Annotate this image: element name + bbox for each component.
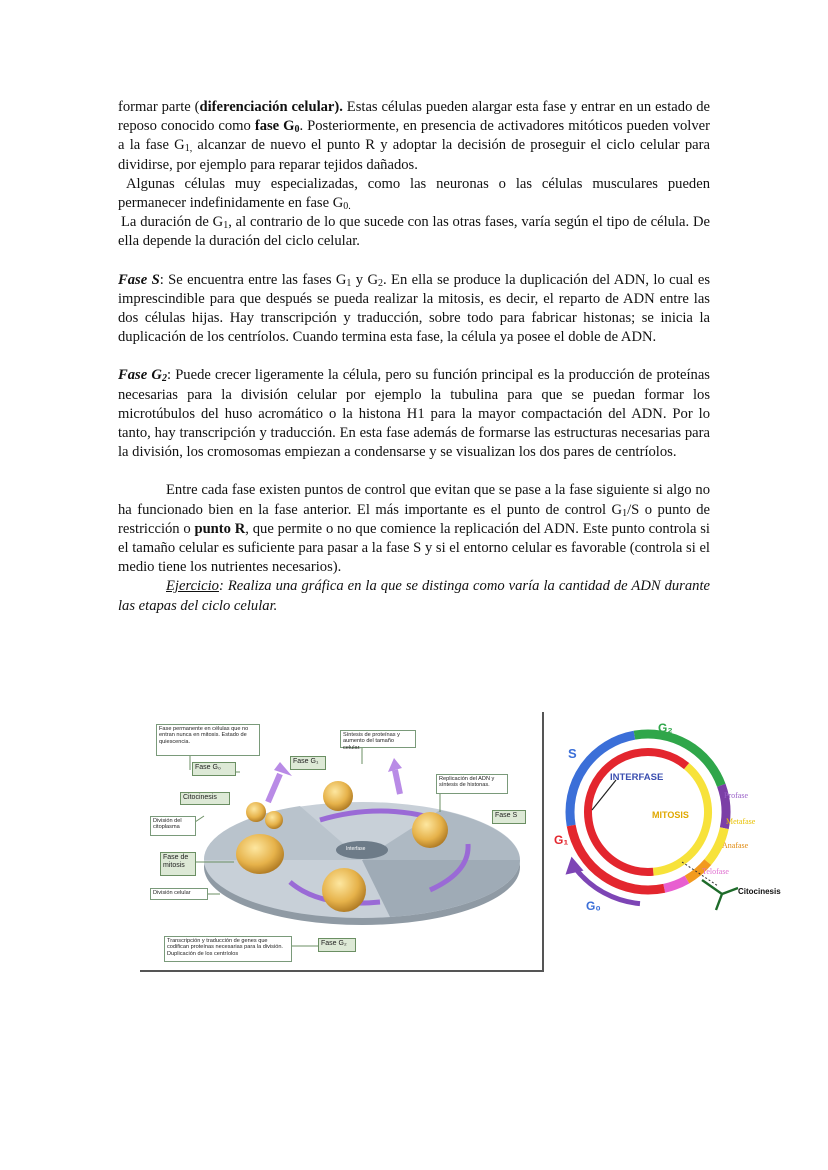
ring-telofase-segment: [664, 880, 687, 889]
label-g0: G₀: [586, 899, 601, 913]
label-telofase: Telofase: [702, 867, 729, 876]
cell-cycle-ring-diagram: [552, 712, 792, 922]
paragraph-fase-s: Fase S: Se encuentra entre las fases $G_1$ y $G_2$. En ella se produce la duplicación del ADN, lo cual es imprescindible para que después se pueda realizar la mitosis, es decir, el reparto de ADN entre las dos células hijas. Hay transcripción y traducción, sobre todo para fabricar histonas; se inicia la duplicación de los centríolos. Cuando termina esta fase, la célula ya posee el doble de ADN.: [118, 271, 711, 346]
label-citocinesis: Citocinesis: [738, 887, 781, 896]
cell-g2: [322, 868, 366, 912]
g0-label-box: Fase G₀: [192, 762, 236, 776]
label-s: S: [568, 746, 577, 761]
g1-label-box: Fase G₁: [290, 756, 326, 770]
paragraph-specialized-cells: Algunas células muy especializadas, como las neuronas o las células musculares pueden permanecer indefinidamente en fase $G_{0.}$: [118, 175, 710, 213]
cell-daughter: [246, 802, 266, 822]
cell-cycle-illustration: [140, 712, 544, 972]
citocinesis-box: Citocinesis: [180, 792, 230, 805]
mitosis-box: Fase de mitosis: [160, 852, 196, 876]
g1-description-box: Síntesis de proteínas y aumento del tamaño celular.: [340, 730, 416, 748]
paragraph-control-points: Entre cada fase existen puntos de control que evitan que se pase a la fase siguiente si algo no ha funcionado bien en la fase anterior. El más importante es el punto de control $G_1/S$ o punto de restricción o punto R, que permite o no que comience la replicación del ADN. Este punto controla si el tamaño celular es suficiente para pasar a la fase S y si el entorno celular es favorable (controla si el medio tiene los nutrientes necesarios).: [118, 482, 711, 576]
body-text: [118, 98, 710, 616]
g0-arrow: [268, 774, 280, 802]
label-g2: G₂: [658, 721, 673, 735]
ring-svg: [552, 712, 792, 922]
label-g1: G₁: [554, 833, 569, 847]
paragraph-g1-duration: La duración de $G_1$, al contrario de lo que sucede con las otras fases, varía según el tipo de célula. De ella depende la duración del ciclo celular.: [118, 214, 710, 250]
cell-daughter: [265, 811, 283, 829]
g2-description-box: Transcripción y traducción de genes que codifican proteínas necesarias para la división. Duplicación de los centríolos: [164, 936, 292, 962]
label-mitosis: MITOSIS: [652, 810, 689, 820]
citoplasma-box: División del citoplasma: [150, 816, 196, 836]
label-interfase: INTERFASE: [610, 772, 664, 783]
paragraph-fase-g2: Fase $G_2$: Puede crecer ligeramente la célula, pero su función principal es la producción de proteínas necesarias para la división celular por ejemplo la tubulina para que se puedan formar los microtúbulos del huso acromático o la histona H1 para la mayor compactación del ADN. Por lo tanto, hay transcripción y traducción. En esta fase además de formarse las estructuras necesarias para la división, los cromosomas empiezan a condensarse y se visualizan los dos pares de centríolos.: [118, 367, 710, 461]
s-label-box: Fase S: [492, 810, 526, 824]
cell-g1: [323, 781, 353, 811]
label-profase: Profase: [724, 791, 748, 800]
division-celular-box: División celular: [150, 888, 208, 900]
citocinesis-bracket: [702, 880, 738, 910]
g0-description-box: Fase permanente en células que no entran nunca en mitosis. Estado de quiescencia.: [156, 724, 260, 756]
label-anafase: Anafase: [722, 841, 749, 850]
cell-mitosis: [236, 834, 284, 874]
label-metafase: Metafase: [726, 817, 756, 826]
exercise-paragraph: Ejercicio: Realiza una gráfica en la que se distinga como varía la cantidad de ADN durante las etapas del ciclo celular.: [118, 578, 710, 614]
g2-label-box: Fase G₂: [318, 938, 356, 952]
cell-s: [412, 812, 448, 848]
s-description-box: Replicación del ADN y síntesis de histonas.: [436, 774, 508, 794]
paragraph-g0: formar parte (diferenciación celular). Estas células pueden alargar esta fase y entrar en un estado de reposo conocido como fase $G_0$. Posteriormente, en presencia de activadores mitóticos pueden volver a la fase $G_{1,}$ alcanzar de nuevo el punto R y adoptar la decisión de proseguir el ciclo celular para dividirse, por ejemplo para reparar tejidos dañados.: [118, 99, 711, 173]
g1-arrow: [395, 770, 400, 794]
interfase-center-label: Interfase: [346, 846, 366, 852]
